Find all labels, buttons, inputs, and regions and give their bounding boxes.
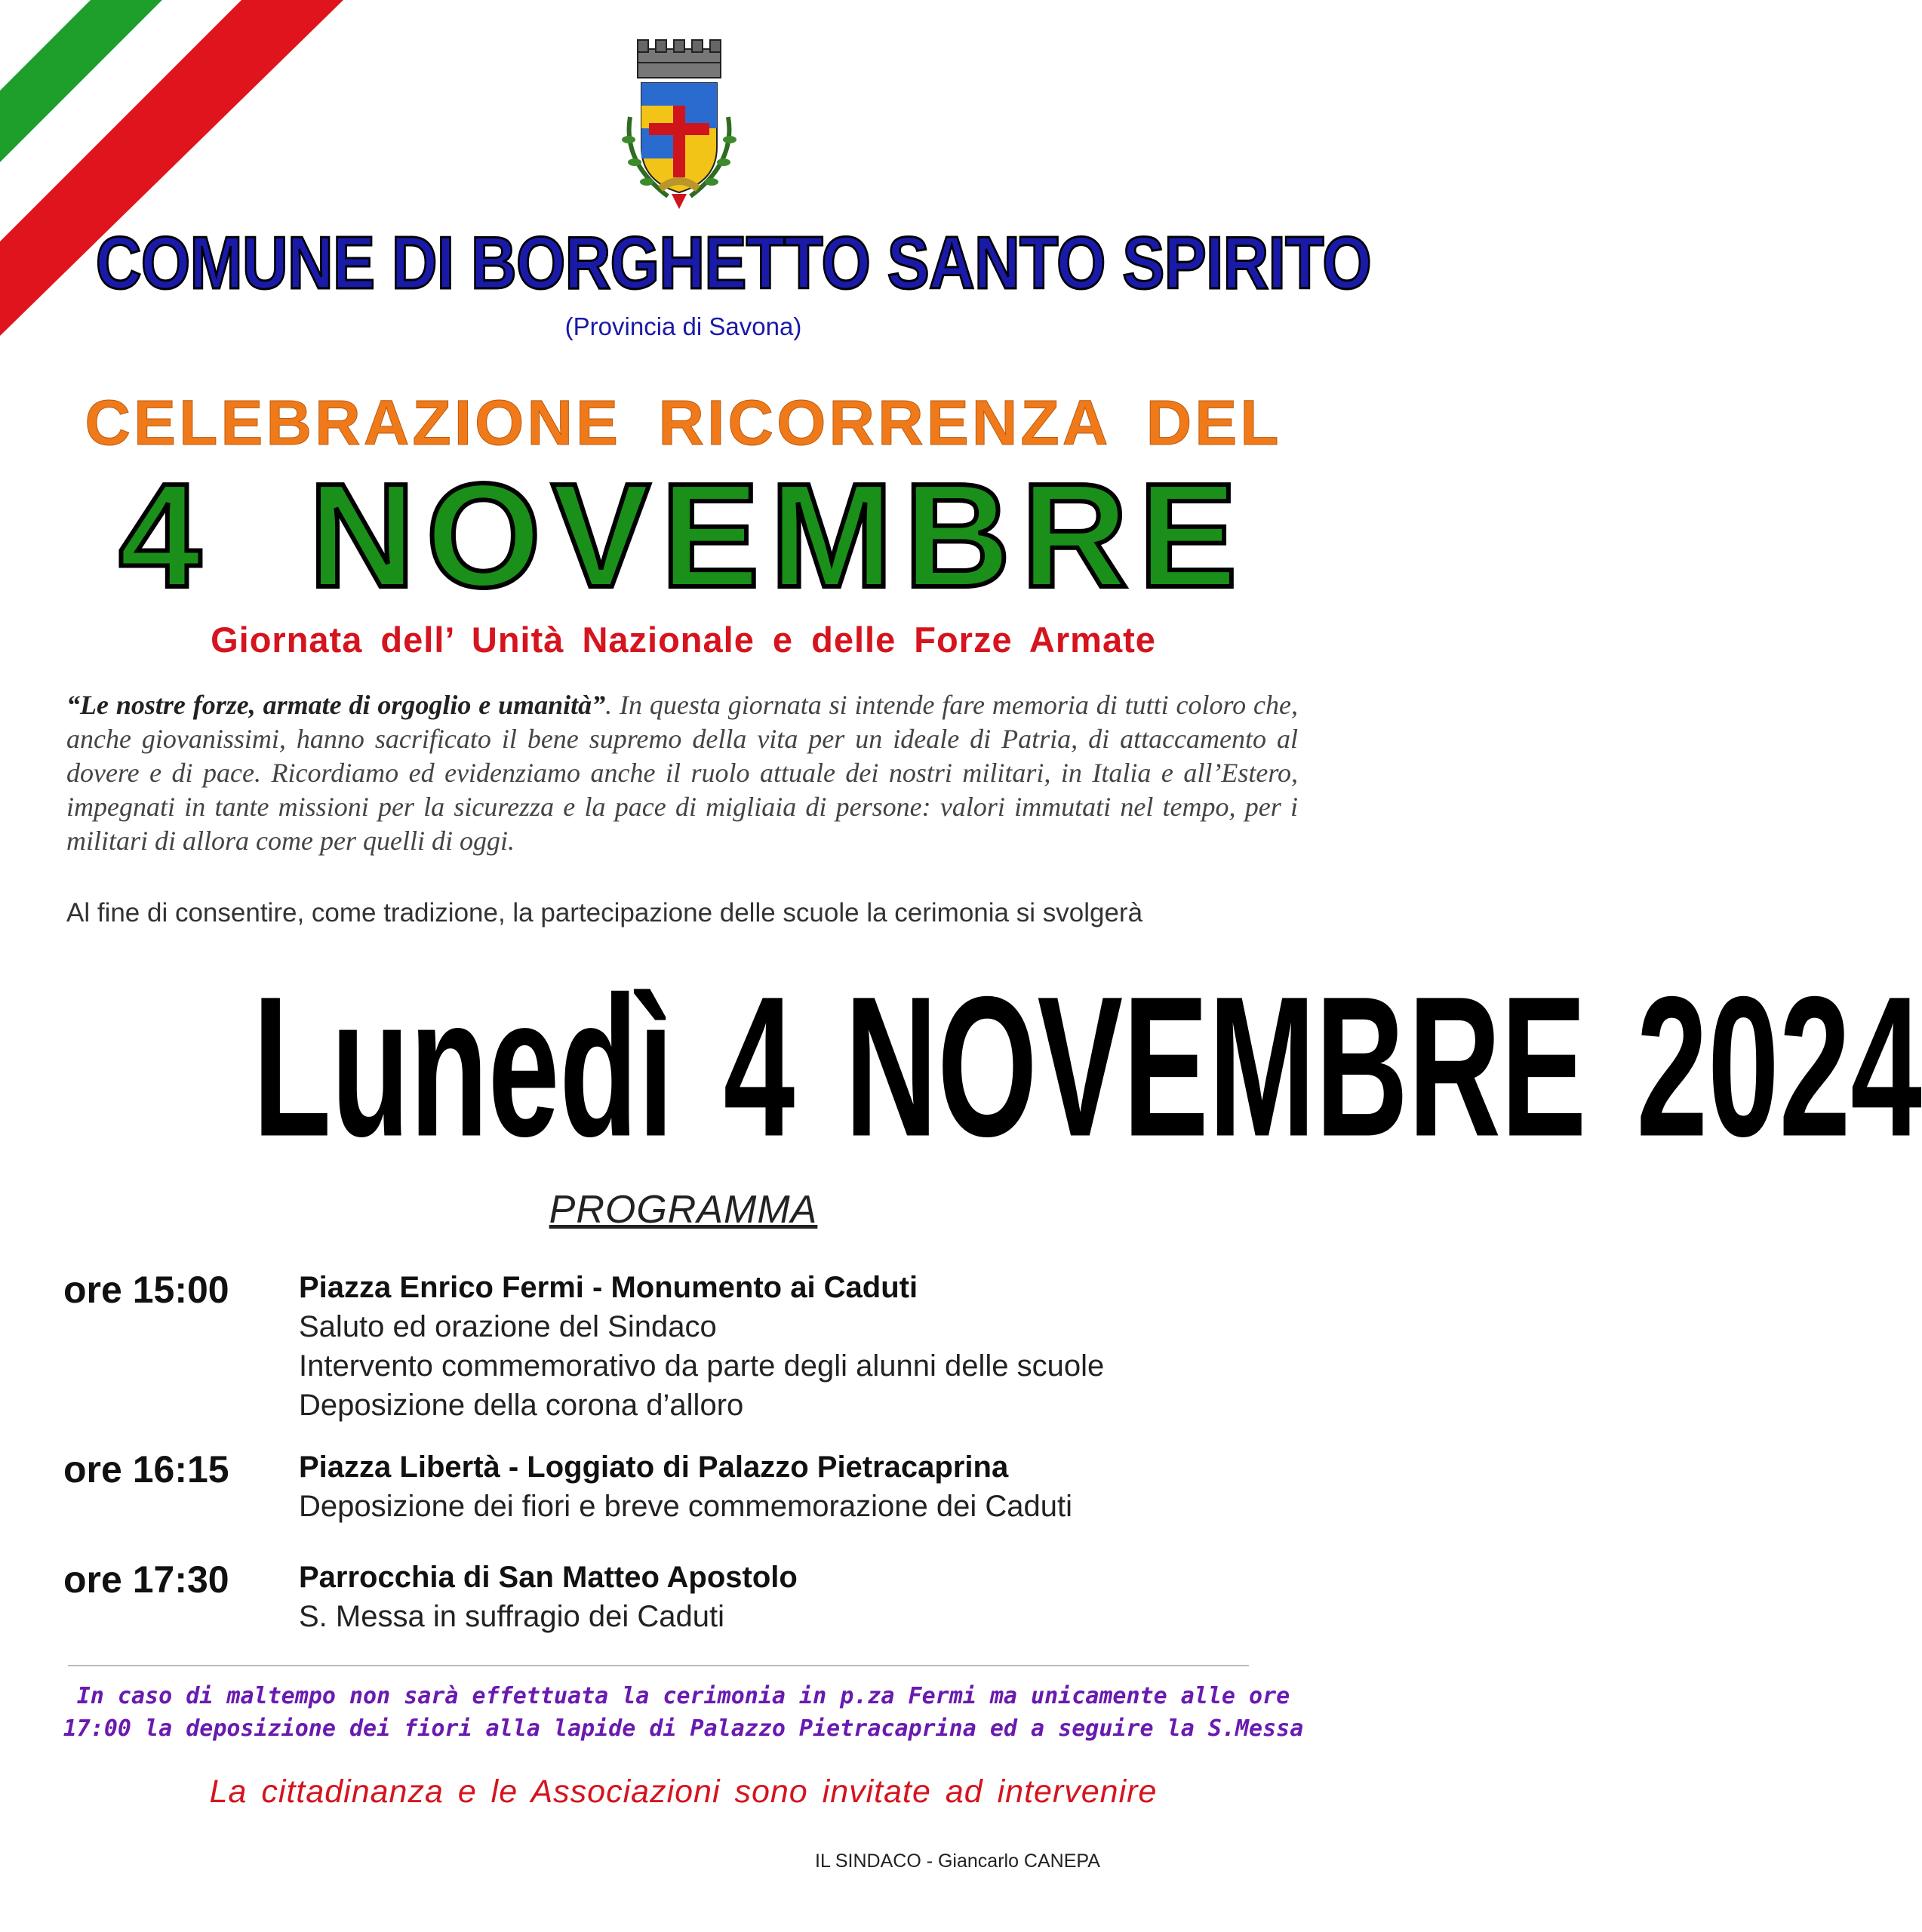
- programma-title: PROGRAMMA: [549, 1188, 818, 1232]
- event-place: Piazza Enrico Fermi - Monumento ai Caduti: [299, 1271, 918, 1304]
- municipal-crest-icon: [607, 34, 751, 215]
- weather-notice-line: In caso di maltempo non sarà effettuata la cerimonia in p.za Fermi ma unicamente alle ore: [76, 1683, 1290, 1709]
- giornata-subheading: Giornata dell’ Unità Nazionale e delle Forze Armate: [211, 620, 1156, 660]
- scuole-sentence: Al fine di consentire, come tradizione, la partecipazione delle scuole la cerimonia si svolgerà: [66, 898, 1143, 928]
- event-place: Parrocchia di San Matteo Apostolo: [299, 1561, 798, 1594]
- provincia-subtitle: (Provincia di Savona): [564, 312, 802, 340]
- event-place: Piazza Libertà - Loggiato di Palazzo Pietracaprina: [299, 1451, 1009, 1484]
- event-detail: Deposizione della corona d’alloro: [299, 1389, 744, 1422]
- event-detail: Deposizione dei fiori e breve commemorazione dei Caduti: [299, 1490, 1072, 1523]
- intro-text: . In questa giornata si intende fare memoria di tutti coloro che, anche giovanissimi, hanno sacrificato il bene supremo della vita per un ideale di Patria, di attaccamento al dovere e di pace. Ricordiamo ed evidenziamo anche il ruolo attuale dei nostri militari, in Italia e all’Estero, impegnati in tante missioni per la sicurezza e la pace di migliaia di persone: valori immutati nel tempo, per i militari di allora come per quelli di oggi.: [66, 690, 1298, 856]
- event-time: ore 16:15: [63, 1448, 229, 1491]
- invitation-line: La cittadinanza e le Associazioni sono invitate ad intervenire: [209, 1774, 1158, 1810]
- mayor-signature: IL SINDACO - Giancarlo CANEPA: [815, 1850, 1100, 1872]
- divider: [68, 1665, 1249, 1666]
- event-time: ore 15:00: [63, 1269, 229, 1311]
- novembre-heading: 4 NOVEMBRE: [118, 453, 1248, 618]
- event-date: Lunedì 4 NOVEMBRE 2024: [253, 955, 1922, 1179]
- intro-paragraph: [66, 688, 1298, 858]
- event-detail: S. Messa in suffragio dei Caduti: [299, 1600, 725, 1633]
- weather-notice: [30, 1680, 1336, 1745]
- event-time: ore 17:30: [63, 1558, 229, 1601]
- intro-quote: “Le nostre forze, armate di orgoglio e umanità”: [66, 690, 606, 720]
- celebrazione-heading: CELEBRAZIONE RICORRENZA DEL: [85, 387, 1282, 458]
- weather-notice-line: 17:00 la deposizione dei fiori alla lapide di Palazzo Pietracaprina ed a seguire la S.Messa: [63, 1715, 1304, 1742]
- comune-title: COMUNE DI BORGHETTO SANTO SPIRITO: [95, 221, 1371, 304]
- event-detail: Intervento commemorativo da parte degli alunni delle scuole: [299, 1349, 1105, 1383]
- event-detail: Saluto ed orazione del Sindaco: [299, 1310, 717, 1343]
